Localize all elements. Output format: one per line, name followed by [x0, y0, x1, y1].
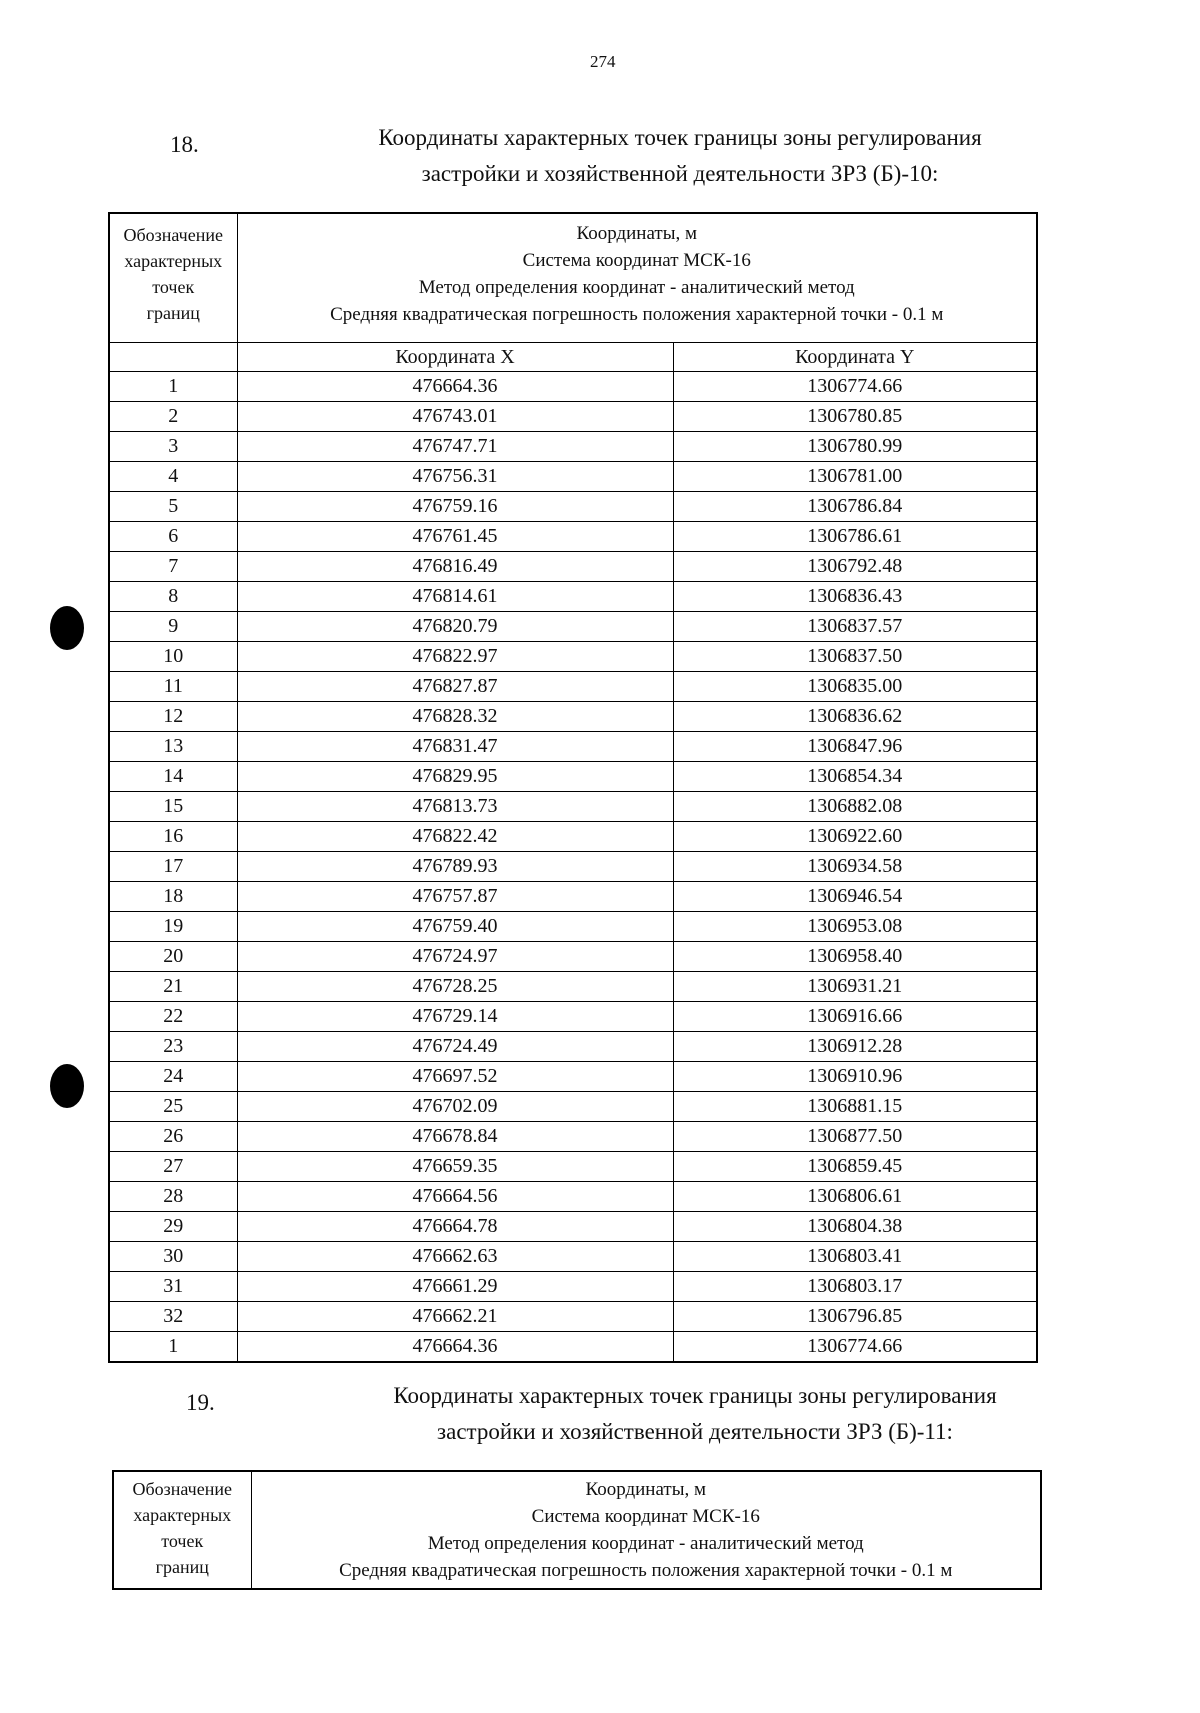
coordinate-x-cell: 476664.56	[237, 1182, 673, 1212]
coordinate-x-cell: 476664.36	[237, 372, 673, 402]
point-number-cell: 19	[109, 912, 237, 942]
coordinate-y-cell: 1306934.58	[673, 852, 1037, 882]
coordinate-y-cell: 1306910.96	[673, 1062, 1037, 1092]
table-header-row	[109, 213, 1037, 343]
table-row	[109, 402, 1037, 432]
point-number-cell: 4	[109, 462, 237, 492]
coordinates-table-zrz-b-10	[108, 212, 1038, 1363]
coordinate-x-cell: 476756.31	[237, 462, 673, 492]
header-line: Метод определения координат - аналитический метод	[418, 277, 855, 298]
table-row	[109, 762, 1037, 792]
coordinate-y-cell: 1306958.40	[673, 942, 1037, 972]
header-line: Средняя квадратическая погрешность положения характерной точки - 0.1 м	[339, 1560, 953, 1581]
point-number-cell: 11	[109, 672, 237, 702]
point-label-header	[113, 1471, 251, 1589]
table-row	[109, 792, 1037, 822]
table-row	[109, 1062, 1037, 1092]
table-row	[109, 972, 1037, 1002]
section-18-title-line2: застройки и хозяйственной деятельности ЗРЗ (Б)-10:	[421, 161, 939, 186]
coordinate-y-cell: 1306804.38	[673, 1212, 1037, 1242]
table-row	[109, 942, 1037, 972]
table-row	[109, 912, 1037, 942]
coordinate-y-cell: 1306946.54	[673, 882, 1037, 912]
coordinate-x-cell: 476662.21	[237, 1302, 673, 1332]
table-row	[109, 1002, 1037, 1032]
table-row	[109, 1272, 1037, 1302]
table-row	[109, 462, 1037, 492]
coordinate-x-cell: 476702.09	[237, 1092, 673, 1122]
point-number-cell: 21	[109, 972, 237, 1002]
point-label-header	[109, 213, 237, 343]
table-row	[109, 1302, 1037, 1332]
point-number-cell: 2	[109, 402, 237, 432]
coordinate-x-cell: 476761.45	[237, 522, 673, 552]
coordinate-y-cell: 1306837.57	[673, 612, 1037, 642]
coordinate-y-cell: 1306780.99	[673, 432, 1037, 462]
table-row	[109, 672, 1037, 702]
point-number-cell: 16	[109, 822, 237, 852]
page-number: 274	[590, 52, 616, 71]
coordinate-x-cell: 476729.14	[237, 1002, 673, 1032]
table-row	[109, 1152, 1037, 1182]
punch-hole-upper	[50, 606, 84, 650]
coordinate-x-cell: 476827.87	[237, 672, 673, 702]
column-header-x: Координата X	[237, 343, 673, 372]
table-row	[109, 1122, 1037, 1152]
section-18-title-line1: Координаты характерных точек границы зоны регулирования	[378, 125, 982, 150]
coordinate-x-cell: 476816.49	[237, 552, 673, 582]
table-row	[109, 732, 1037, 762]
label-line: точек	[161, 1531, 204, 1551]
table-row	[109, 702, 1037, 732]
coordinate-x-cell: 476678.84	[237, 1122, 673, 1152]
point-number-cell: 14	[109, 762, 237, 792]
column-header-row	[109, 343, 1037, 372]
coordinate-y-cell: 1306922.60	[673, 822, 1037, 852]
coordinate-y-cell: 1306877.50	[673, 1122, 1037, 1152]
section-19-title-line1: Координаты характерных точек границы зоны регулирования	[393, 1383, 997, 1408]
coordinate-y-cell: 1306953.08	[673, 912, 1037, 942]
point-number-cell: 15	[109, 792, 237, 822]
coordinates-header	[251, 1471, 1041, 1589]
table-row	[109, 1332, 1037, 1363]
label-line: характерных	[124, 251, 223, 271]
section-19-title-line2: застройки и хозяйственной деятельности ЗРЗ (Б)-11:	[437, 1419, 953, 1444]
point-number-cell: 9	[109, 612, 237, 642]
coordinate-y-cell: 1306786.61	[673, 522, 1037, 552]
section-18-number: 18.	[170, 132, 199, 157]
point-number-cell: 17	[109, 852, 237, 882]
point-number-cell: 7	[109, 552, 237, 582]
coordinate-x-cell: 476813.73	[237, 792, 673, 822]
coordinate-y-cell: 1306774.66	[673, 1332, 1037, 1363]
table-header-row	[113, 1471, 1041, 1589]
point-number-cell: 23	[109, 1032, 237, 1062]
point-number-cell: 18	[109, 882, 237, 912]
coordinates-header	[237, 213, 1037, 343]
coordinate-y-cell: 1306792.48	[673, 552, 1037, 582]
point-number-cell: 27	[109, 1152, 237, 1182]
coordinate-y-cell: 1306780.85	[673, 402, 1037, 432]
table-row	[109, 432, 1037, 462]
point-number-cell: 28	[109, 1182, 237, 1212]
coordinate-y-cell: 1306796.85	[673, 1302, 1037, 1332]
coordinate-x-cell: 476659.35	[237, 1152, 673, 1182]
point-number-cell: 32	[109, 1302, 237, 1332]
coordinate-x-cell: 476662.63	[237, 1242, 673, 1272]
table-row	[109, 522, 1037, 552]
section-19-number: 19.	[186, 1390, 215, 1415]
label-line: Обозначение	[123, 225, 223, 245]
point-number-cell: 5	[109, 492, 237, 522]
table-body	[109, 372, 1037, 1363]
table-row	[109, 882, 1037, 912]
table-row	[109, 1212, 1037, 1242]
coordinate-x-cell: 476747.71	[237, 432, 673, 462]
section-19-title	[300, 1378, 1090, 1450]
table-row	[109, 492, 1037, 522]
header-line: Координаты, м	[576, 223, 697, 244]
table-row	[109, 552, 1037, 582]
coordinate-x-cell: 476697.52	[237, 1062, 673, 1092]
point-number-cell: 1	[109, 372, 237, 402]
coordinates-table-zrz-b-11	[112, 1470, 1042, 1590]
coordinate-y-cell: 1306847.96	[673, 732, 1037, 762]
point-number-cell: 22	[109, 1002, 237, 1032]
coordinate-x-cell: 476814.61	[237, 582, 673, 612]
coordinate-x-cell: 476822.42	[237, 822, 673, 852]
table-row	[109, 1032, 1037, 1062]
coordinate-x-cell: 476789.93	[237, 852, 673, 882]
coordinate-x-cell: 476728.25	[237, 972, 673, 1002]
point-number-cell: 10	[109, 642, 237, 672]
coordinate-y-cell: 1306836.62	[673, 702, 1037, 732]
point-number-cell: 1	[109, 1332, 237, 1363]
coordinate-x-cell: 476828.32	[237, 702, 673, 732]
header-line: Система координат МСК-16	[522, 250, 751, 271]
table-row	[109, 582, 1037, 612]
table-row	[109, 1092, 1037, 1122]
coordinate-x-cell: 476664.36	[237, 1332, 673, 1363]
point-number-cell: 20	[109, 942, 237, 972]
coordinate-y-cell: 1306836.43	[673, 582, 1037, 612]
coordinate-y-cell: 1306837.50	[673, 642, 1037, 672]
header-line: Координаты, м	[585, 1479, 706, 1500]
coordinate-x-cell: 476757.87	[237, 882, 673, 912]
point-number-cell: 26	[109, 1122, 237, 1152]
point-number-cell: 29	[109, 1212, 237, 1242]
point-number-cell: 3	[109, 432, 237, 462]
coordinate-x-cell: 476759.16	[237, 492, 673, 522]
point-number-cell: 13	[109, 732, 237, 762]
table-row	[109, 642, 1037, 672]
coordinate-y-cell: 1306786.84	[673, 492, 1037, 522]
point-number-cell: 8	[109, 582, 237, 612]
table-row	[109, 612, 1037, 642]
table-row	[109, 822, 1037, 852]
header-line: Средняя квадратическая погрешность положения характерной точки - 0.1 м	[330, 304, 944, 325]
label-line: характерных	[133, 1505, 232, 1525]
point-number-cell: 12	[109, 702, 237, 732]
coordinate-y-cell: 1306931.21	[673, 972, 1037, 1002]
table-row	[109, 1242, 1037, 1272]
coordinate-y-cell: 1306882.08	[673, 792, 1037, 822]
punch-hole-lower	[50, 1064, 84, 1108]
coordinate-x-cell: 476822.97	[237, 642, 673, 672]
coordinate-x-cell: 476743.01	[237, 402, 673, 432]
coordinate-y-cell: 1306881.15	[673, 1092, 1037, 1122]
coordinate-x-cell: 476759.40	[237, 912, 673, 942]
point-number-cell: 6	[109, 522, 237, 552]
coordinate-y-cell: 1306916.66	[673, 1002, 1037, 1032]
coordinate-y-cell: 1306781.00	[673, 462, 1037, 492]
label-line: границ	[155, 1557, 209, 1577]
coordinate-y-cell: 1306859.45	[673, 1152, 1037, 1182]
coordinate-x-cell: 476724.49	[237, 1032, 673, 1062]
point-number-cell: 25	[109, 1092, 237, 1122]
coordinate-y-cell: 1306854.34	[673, 762, 1037, 792]
coordinate-y-cell: 1306774.66	[673, 372, 1037, 402]
label-line: границ	[146, 303, 200, 323]
coordinate-x-cell: 476724.97	[237, 942, 673, 972]
coordinate-x-cell: 476661.29	[237, 1272, 673, 1302]
point-number-cell: 24	[109, 1062, 237, 1092]
header-line: Метод определения координат - аналитический метод	[427, 1533, 864, 1554]
point-number-cell: 30	[109, 1242, 237, 1272]
coordinate-x-cell: 476831.47	[237, 732, 673, 762]
coordinate-x-cell: 476829.95	[237, 762, 673, 792]
label-line: Обозначение	[132, 1479, 232, 1499]
table-row	[109, 1182, 1037, 1212]
blank-header-cell	[109, 343, 237, 372]
coordinate-y-cell: 1306803.41	[673, 1242, 1037, 1272]
label-line: точек	[152, 277, 195, 297]
coordinate-y-cell: 1306803.17	[673, 1272, 1037, 1302]
coordinate-y-cell: 1306912.28	[673, 1032, 1037, 1062]
coordinate-x-cell: 476820.79	[237, 612, 673, 642]
coordinate-y-cell: 1306806.61	[673, 1182, 1037, 1212]
header-line: Система координат МСК-16	[531, 1506, 760, 1527]
table-row	[109, 372, 1037, 402]
coordinate-y-cell: 1306835.00	[673, 672, 1037, 702]
column-header-y: Координата Y	[673, 343, 1037, 372]
table-row	[109, 852, 1037, 882]
coordinate-x-cell: 476664.78	[237, 1212, 673, 1242]
section-18-title	[280, 120, 1080, 192]
point-number-cell: 31	[109, 1272, 237, 1302]
